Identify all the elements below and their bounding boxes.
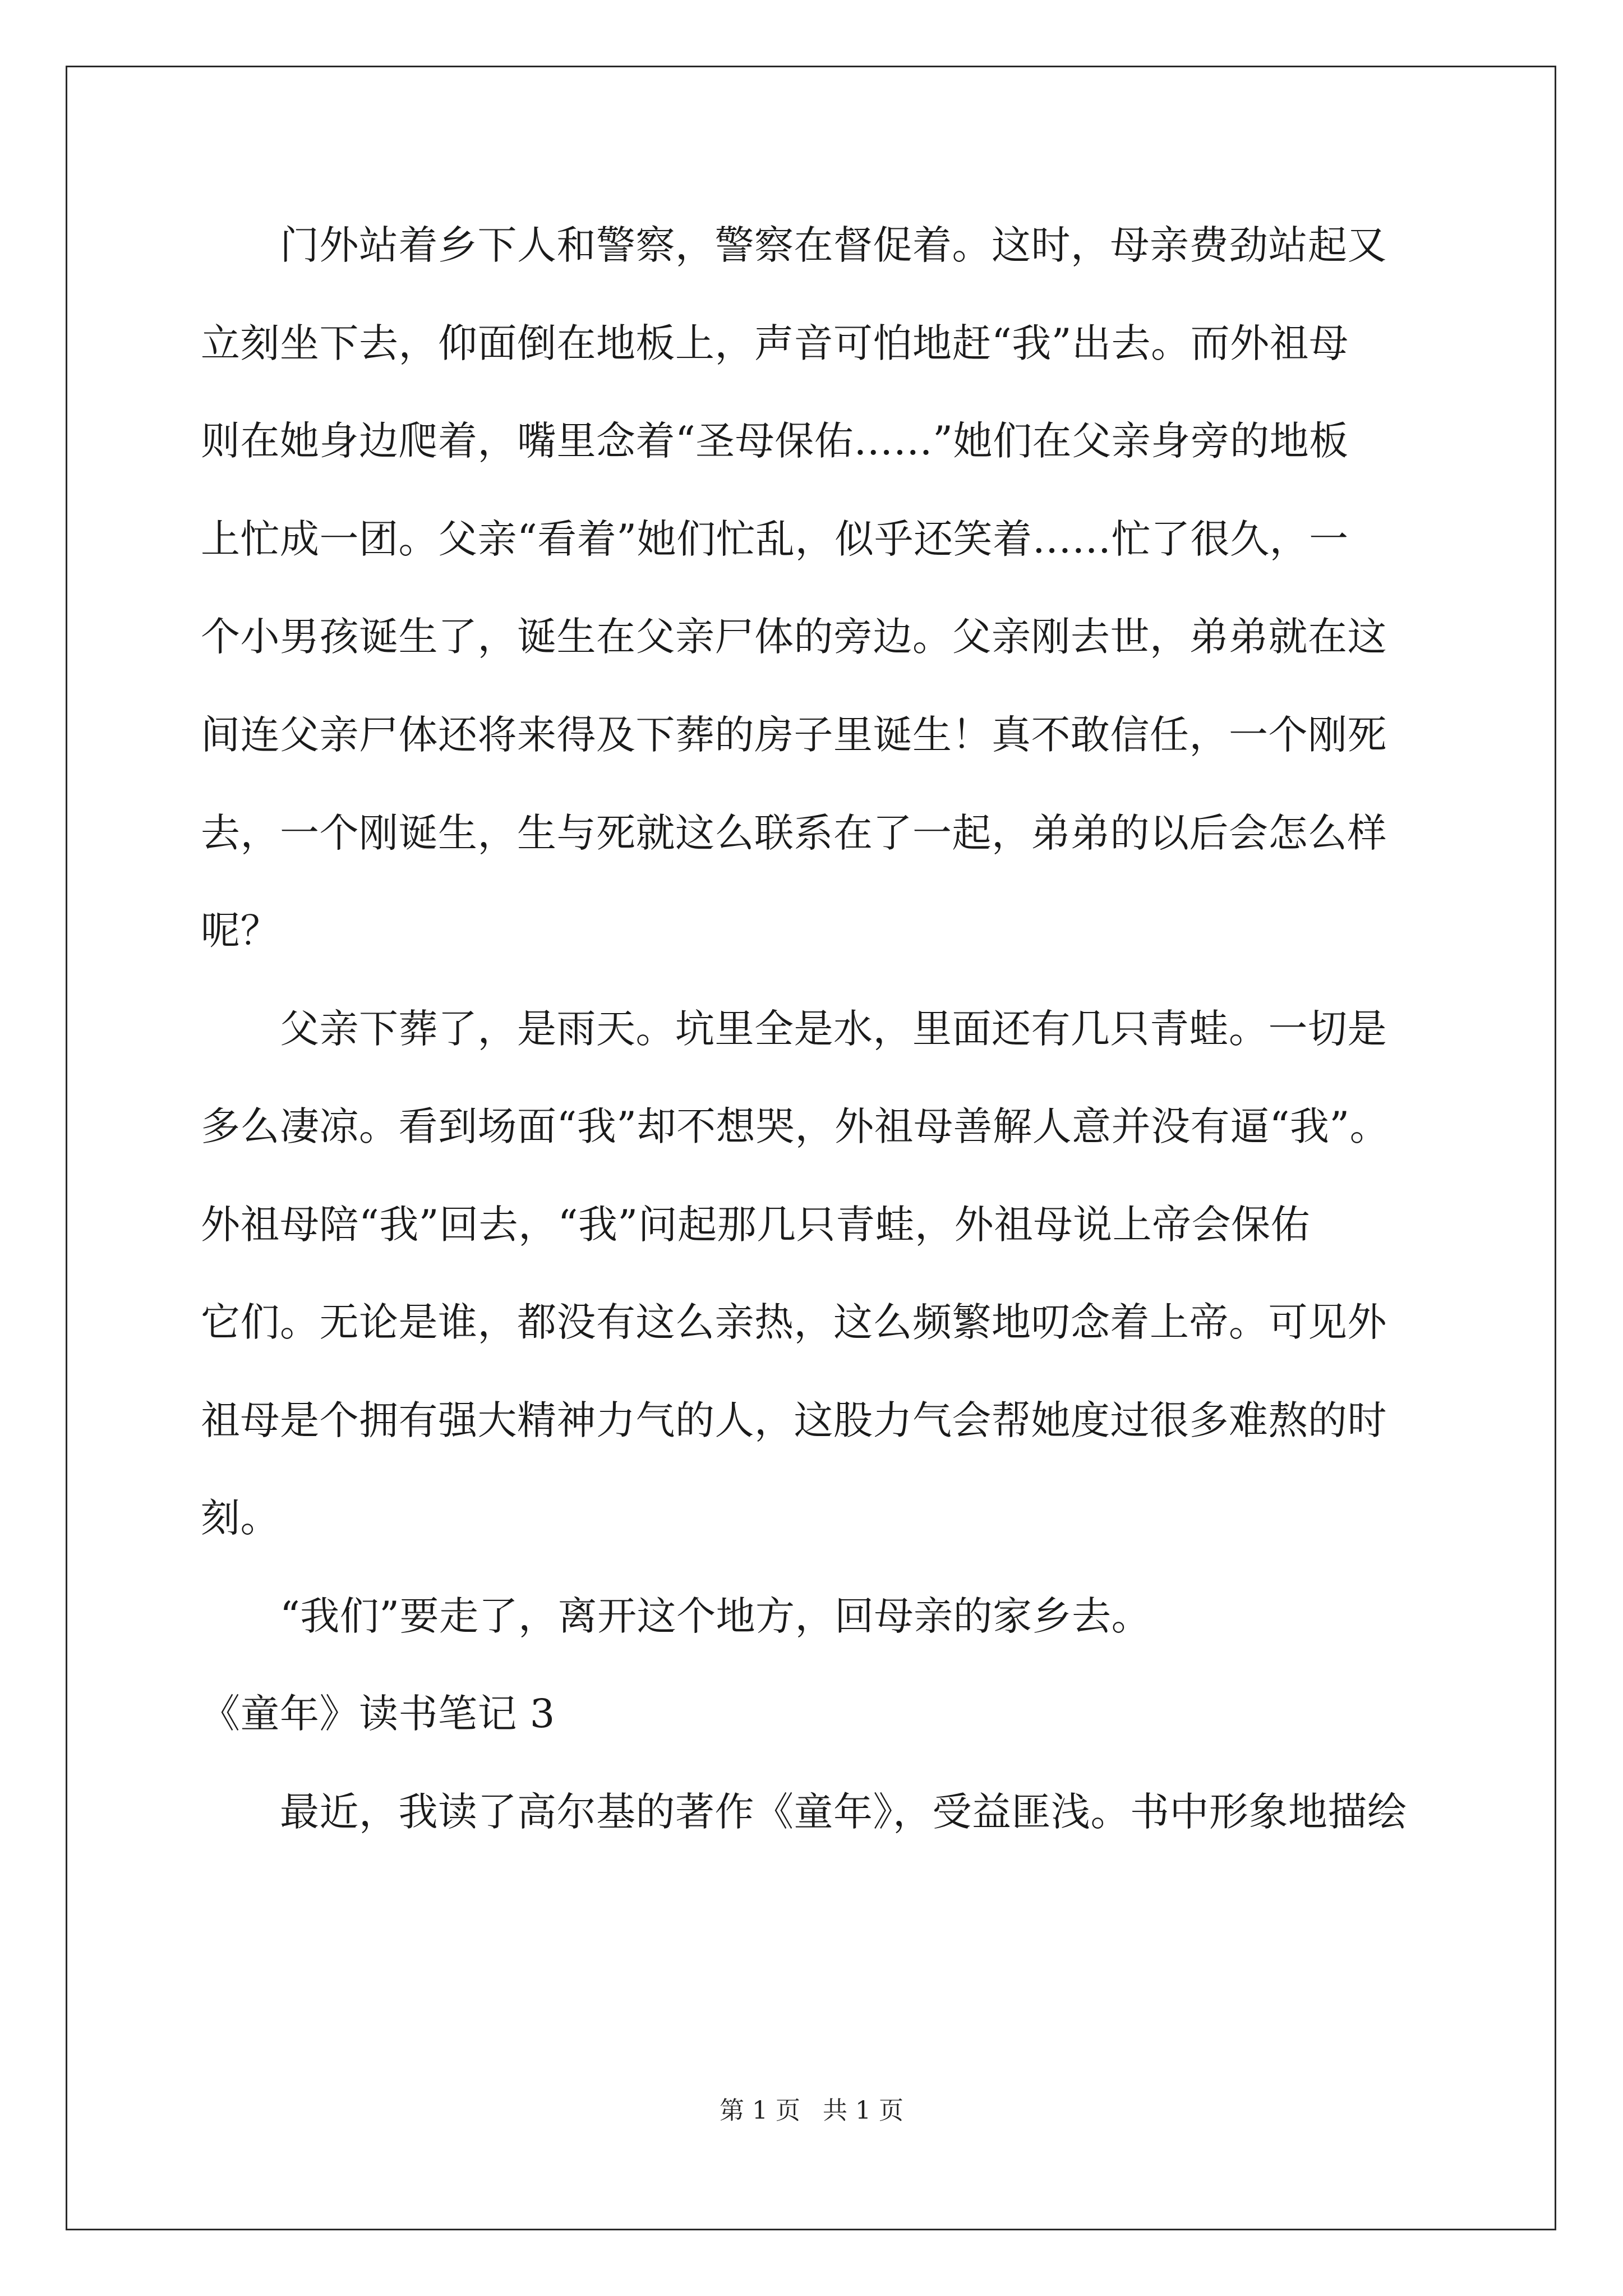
body-line-3: 则在她身边爬着，嘴里念着“圣母保佑……”她们在父亲身旁的地板 [201,418,1349,464]
body-line-9: 父亲下葬了，是雨天。坑里全是水，里面还有几只青蛙。一切是 [201,1006,1387,1052]
body-line-5: 个小男孩诞生了，诞生在父亲尸体的旁边。父亲刚去世，弟弟就在这 [201,614,1387,660]
body-line-8: 呢？ [201,908,280,954]
body-line-12: 它们。无论是谁，都没有这么亲热，这么频繁地叨念着上帝。可见外 [201,1299,1387,1345]
page-footer [0,2094,1623,2128]
section-heading: 《童年》读书笔记 3 [201,1691,555,1737]
body-line-10: 多么凄凉。看到场面“我”却不想哭，外祖母善解人意并没有逼“我”。 [201,1103,1390,1149]
body-line-15: “我们”要走了，离开这个地方，回母亲的家乡去。 [201,1593,1151,1639]
body-line-4: 上忙成一团。父亲“看着”她们忙乱，似乎还笑着……忙了很久，一 [201,516,1349,562]
body-line-13: 祖母是个拥有强大精神力气的人，这股力气会帮她度过很多难熬的时 [201,1397,1387,1443]
body-line-11: 外祖母陪“我”回去，“我”问起那几只青蛙，外祖母说上帝会保佑 [201,1202,1311,1248]
body-line-6: 间连父亲尸体还将来得及下葬的房子里诞生！真不敢信任，一个刚死 [201,712,1387,758]
body-line-1: 门外站着乡下人和警察，警察在督促着。这时，母亲费劲站起又 [201,222,1387,268]
body-line-7: 去，一个刚诞生，生与死就这么联系在了一起，弟弟的以后会怎么样 [201,810,1387,856]
body-line-14: 刻。 [201,1495,280,1541]
body-line-2: 立刻坐下去，仰面倒在地板上，声音可怕地赶“我”出去。而外祖母 [201,320,1349,366]
page-total: 共 1 页 [823,2096,903,2125]
body-line-16: 最近，我读了高尔基的著作《童年》，受益匪浅。书中形象地描绘 [201,1789,1407,1835]
page-number: 第 1 页 [720,2096,800,2125]
